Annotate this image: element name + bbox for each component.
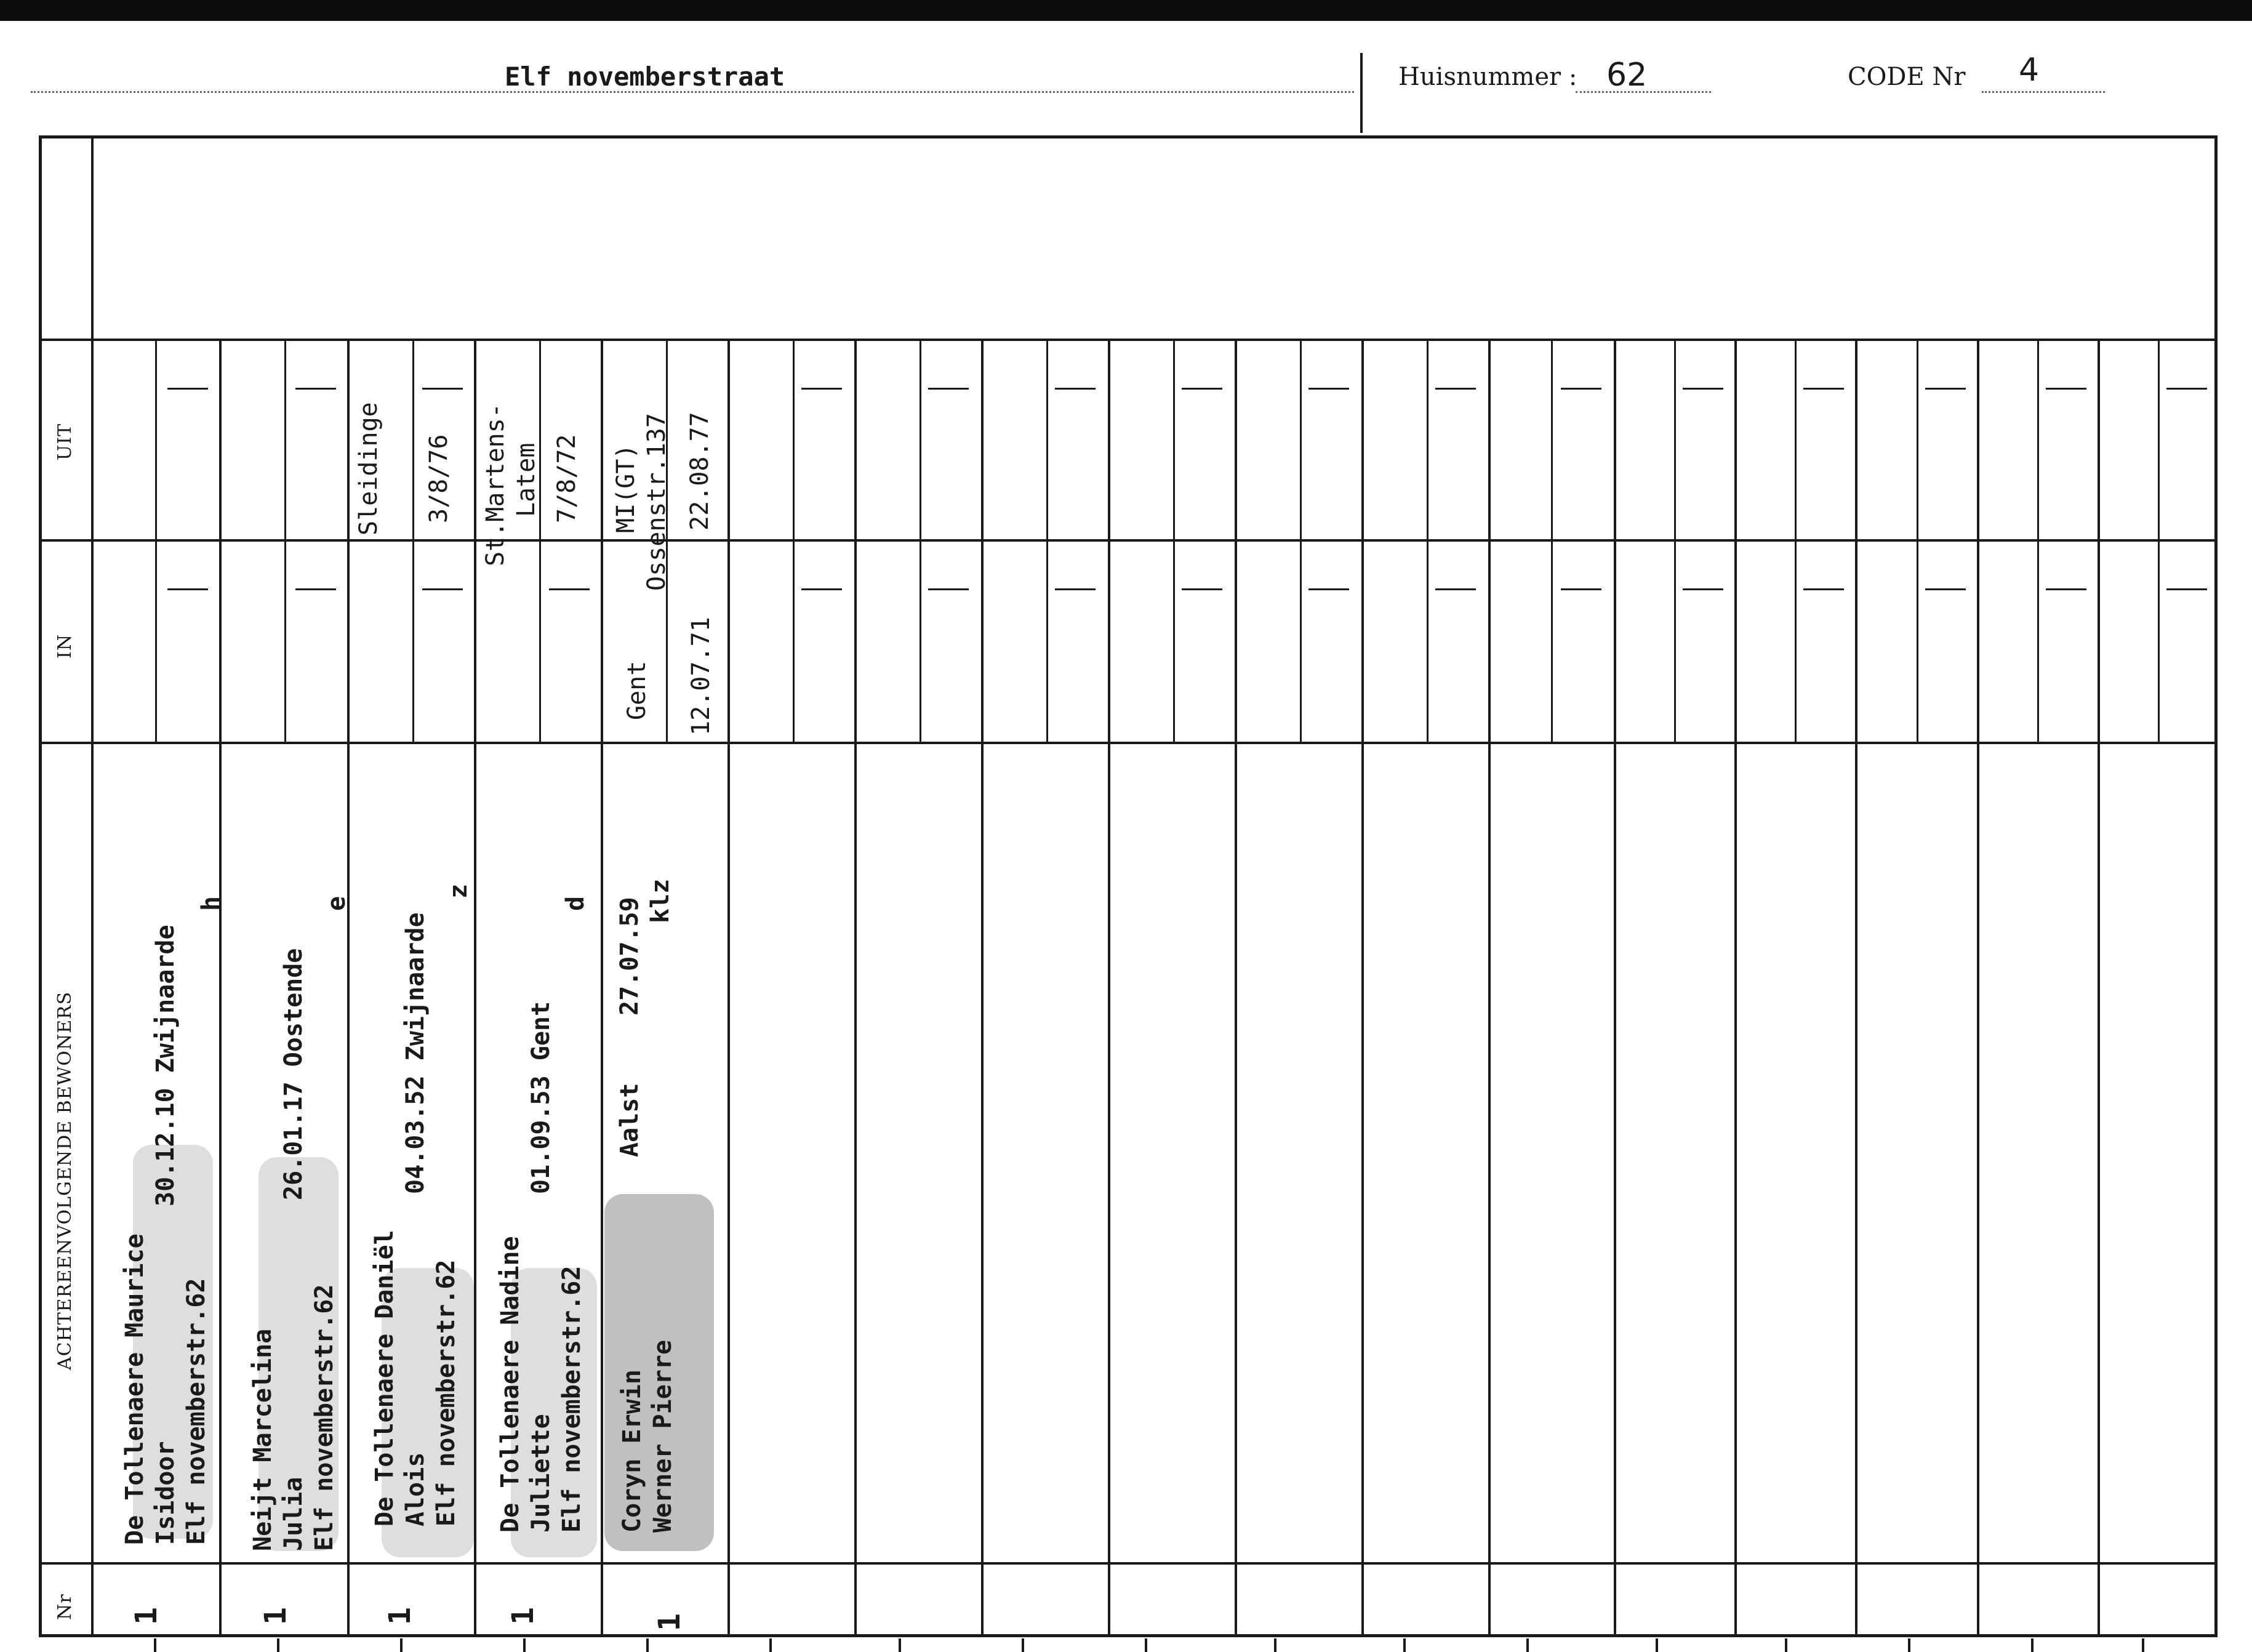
column-divider: [1488, 339, 1491, 1637]
uit-dash: [2046, 388, 2086, 390]
sub-column-divider: [284, 339, 286, 742]
resident-5-code: klz: [646, 878, 675, 923]
sub-column-divider: [1046, 339, 1048, 742]
uit-dash: [167, 388, 208, 390]
resident-3-code: z: [444, 883, 473, 899]
resident-5-given-names: Werner Pierre: [649, 1339, 677, 1533]
resident-5-in-date: 12.07.71: [687, 617, 715, 736]
resident-1-code: h: [197, 896, 225, 911]
in-dash: [801, 588, 842, 590]
section-label-uit: UIT: [54, 423, 76, 460]
uit-dash: [1308, 388, 1349, 390]
bottom-tick: [899, 1638, 901, 1652]
in-dash: [422, 588, 463, 590]
sub-column-divider: [793, 339, 795, 742]
bottom-tick: [1656, 1638, 1658, 1652]
column-divider: [219, 339, 222, 1637]
resident-5-birth-date: 27.07.59: [615, 897, 644, 1016]
uit-dash: [1803, 388, 1844, 390]
column-divider: [474, 339, 476, 1637]
street-name: Elf novemberstraat: [505, 62, 785, 92]
resident-2-code: e: [323, 896, 351, 911]
column-divider: [1977, 339, 1979, 1637]
sub-column-divider: [412, 339, 414, 742]
bottom-tick: [1526, 1638, 1529, 1652]
code-value: 4: [2019, 52, 2040, 89]
sub-column-divider: [1674, 339, 1676, 742]
uit-dash: [2166, 388, 2207, 390]
bottom-tick: [1908, 1638, 1910, 1652]
bottom-tick: [769, 1638, 772, 1652]
resident-3-nr: 1: [383, 1607, 417, 1625]
resident-4-nr: 1: [506, 1607, 540, 1625]
bottom-tick: [646, 1638, 649, 1652]
uit-dash: [928, 388, 969, 390]
sub-column-divider: [1300, 339, 1302, 742]
section-label-nr: Nr: [54, 1594, 76, 1620]
resident-1-given-names: Isidoor: [151, 1441, 180, 1545]
in-dash: [2166, 588, 2207, 590]
house-number-label: Huisnummer :: [1398, 63, 1577, 91]
sub-column-divider: [539, 339, 541, 742]
resident-2-given-names: Julia: [279, 1477, 308, 1551]
sub-column-divider: [1551, 339, 1553, 742]
uit-dash: [422, 388, 463, 390]
resident-4-out-place: St.Martens-: [481, 403, 510, 566]
column-divider: [1855, 339, 1857, 1637]
resident-5-birth-place: Aalst: [615, 1083, 644, 1157]
resident-4-given-names: Juliette: [527, 1414, 555, 1533]
register-grid: [39, 135, 2218, 1637]
row-line-in-top: [39, 539, 2218, 542]
bottom-tick: [277, 1638, 279, 1652]
column-divider: [1235, 339, 1237, 1637]
bottom-tick: [400, 1638, 403, 1652]
resident-4-out-date: 7/8/72: [553, 434, 581, 523]
resident-5-nr: 1: [652, 1613, 687, 1631]
in-dash: [1683, 588, 1723, 590]
sub-column-divider: [920, 339, 921, 742]
in-dash: [167, 588, 208, 590]
sub-column-divider: [2158, 339, 2160, 742]
in-dash: [1308, 588, 1349, 590]
resident-5-out-date: 22.08.77: [686, 412, 714, 531]
column-divider: [1614, 339, 1616, 1637]
uit-dash: [1182, 388, 1222, 390]
label-column-divider: [91, 135, 94, 1637]
resident-3-birth: 04.03.52 Zwijnaarde: [401, 912, 430, 1194]
resident-2-nr: 1: [258, 1607, 293, 1625]
resident-4-out-place-line2: Latem: [512, 443, 540, 517]
resident-2-address: Elf novemberstr.62: [310, 1284, 339, 1551]
uit-dash: [1925, 388, 1966, 390]
in-dash: [928, 588, 969, 590]
column-divider: [347, 339, 350, 1637]
in-dash: [1803, 588, 1844, 590]
bottom-tick: [523, 1638, 526, 1652]
bottom-tick: [1403, 1638, 1406, 1652]
in-dash: [1561, 588, 1601, 590]
column-divider: [727, 339, 730, 1637]
uit-dash: [1561, 388, 1601, 390]
resident-3-out-place: Sleidinge: [355, 402, 383, 535]
header-divider: [1360, 53, 1363, 133]
resident-5-out-place-line2: Ossenstr.137: [643, 413, 671, 591]
bottom-tick: [1274, 1638, 1276, 1652]
resident-1-birth: 30.12.10 Zwijnaarde: [151, 924, 180, 1206]
code-dots: [1982, 91, 2105, 93]
in-dash: [1925, 588, 1966, 590]
resident-4-code: d: [561, 896, 590, 911]
resident-3-address: Elf novemberstr.62: [432, 1259, 460, 1526]
resident-1-address: Elf novemberstr.62: [182, 1278, 210, 1545]
resident-5-name: Coryn Erwin: [618, 1369, 646, 1533]
sub-column-divider: [1917, 339, 1918, 742]
in-dash: [2046, 588, 2086, 590]
bottom-tick: [2031, 1638, 2034, 1652]
resident-3-out-date: 3/8/76: [425, 434, 453, 523]
column-divider: [1734, 339, 1737, 1637]
resident-3-name: De Tollenaere Daniël: [371, 1230, 399, 1526]
row-line-nr-top: [39, 1562, 2218, 1565]
house-number-value: 62: [1606, 57, 1648, 94]
column-divider: [1108, 339, 1110, 1637]
resident-1-nr: 1: [129, 1607, 164, 1625]
resident-4-address: Elf novemberstr.62: [558, 1265, 586, 1533]
uit-dash: [1683, 388, 1723, 390]
column-divider: [981, 339, 984, 1637]
row-line-uit-top: [39, 339, 2218, 341]
sub-column-divider: [1795, 339, 1797, 742]
resident-2-name: Neijt Marcelina: [249, 1328, 277, 1551]
uit-dash: [1055, 388, 1096, 390]
code-label: CODE Nr: [1848, 63, 1966, 91]
uit-dash: [295, 388, 336, 390]
in-dash: [549, 588, 590, 590]
column-divider: [1361, 339, 1364, 1637]
sub-column-divider: [155, 339, 157, 742]
in-dash: [295, 588, 336, 590]
in-dash: [1435, 588, 1476, 590]
row-line-residents-top: [39, 742, 2218, 744]
section-label-residents: ACHTEREENVOLGENDE BEWONERS: [54, 991, 76, 1370]
sub-column-divider: [2037, 339, 2039, 742]
column-divider: [601, 339, 603, 1637]
bottom-tick: [1022, 1638, 1024, 1652]
column-divider: [854, 339, 857, 1637]
bottom-tick: [1785, 1638, 1787, 1652]
column-divider: [2098, 339, 2100, 1637]
section-label-in: IN: [54, 633, 76, 659]
scan-top-border: [0, 0, 2252, 21]
resident-3-given-names: Alois: [401, 1452, 430, 1526]
uit-dash: [1435, 388, 1476, 390]
bottom-tick: [2142, 1638, 2144, 1652]
uit-dash: [801, 388, 842, 390]
in-dash: [1182, 588, 1222, 590]
resident-4-name: De Tollenaere Nadine: [496, 1236, 524, 1533]
in-dash: [1055, 588, 1096, 590]
sub-column-divider: [1173, 339, 1175, 742]
bottom-tick: [1145, 1638, 1147, 1652]
resident-2-birth: 26.01.17 Oostende: [279, 948, 308, 1200]
sub-column-divider: [1427, 339, 1429, 742]
bottom-tick: [154, 1638, 156, 1652]
resident-4-birth: 01.09.53 Gent: [527, 1001, 555, 1194]
resident-1-name: De Tollenaere Maurice: [121, 1233, 149, 1545]
resident-5-out-place: MI(GT): [612, 444, 640, 533]
resident-5-in-place: Gent: [623, 660, 651, 720]
